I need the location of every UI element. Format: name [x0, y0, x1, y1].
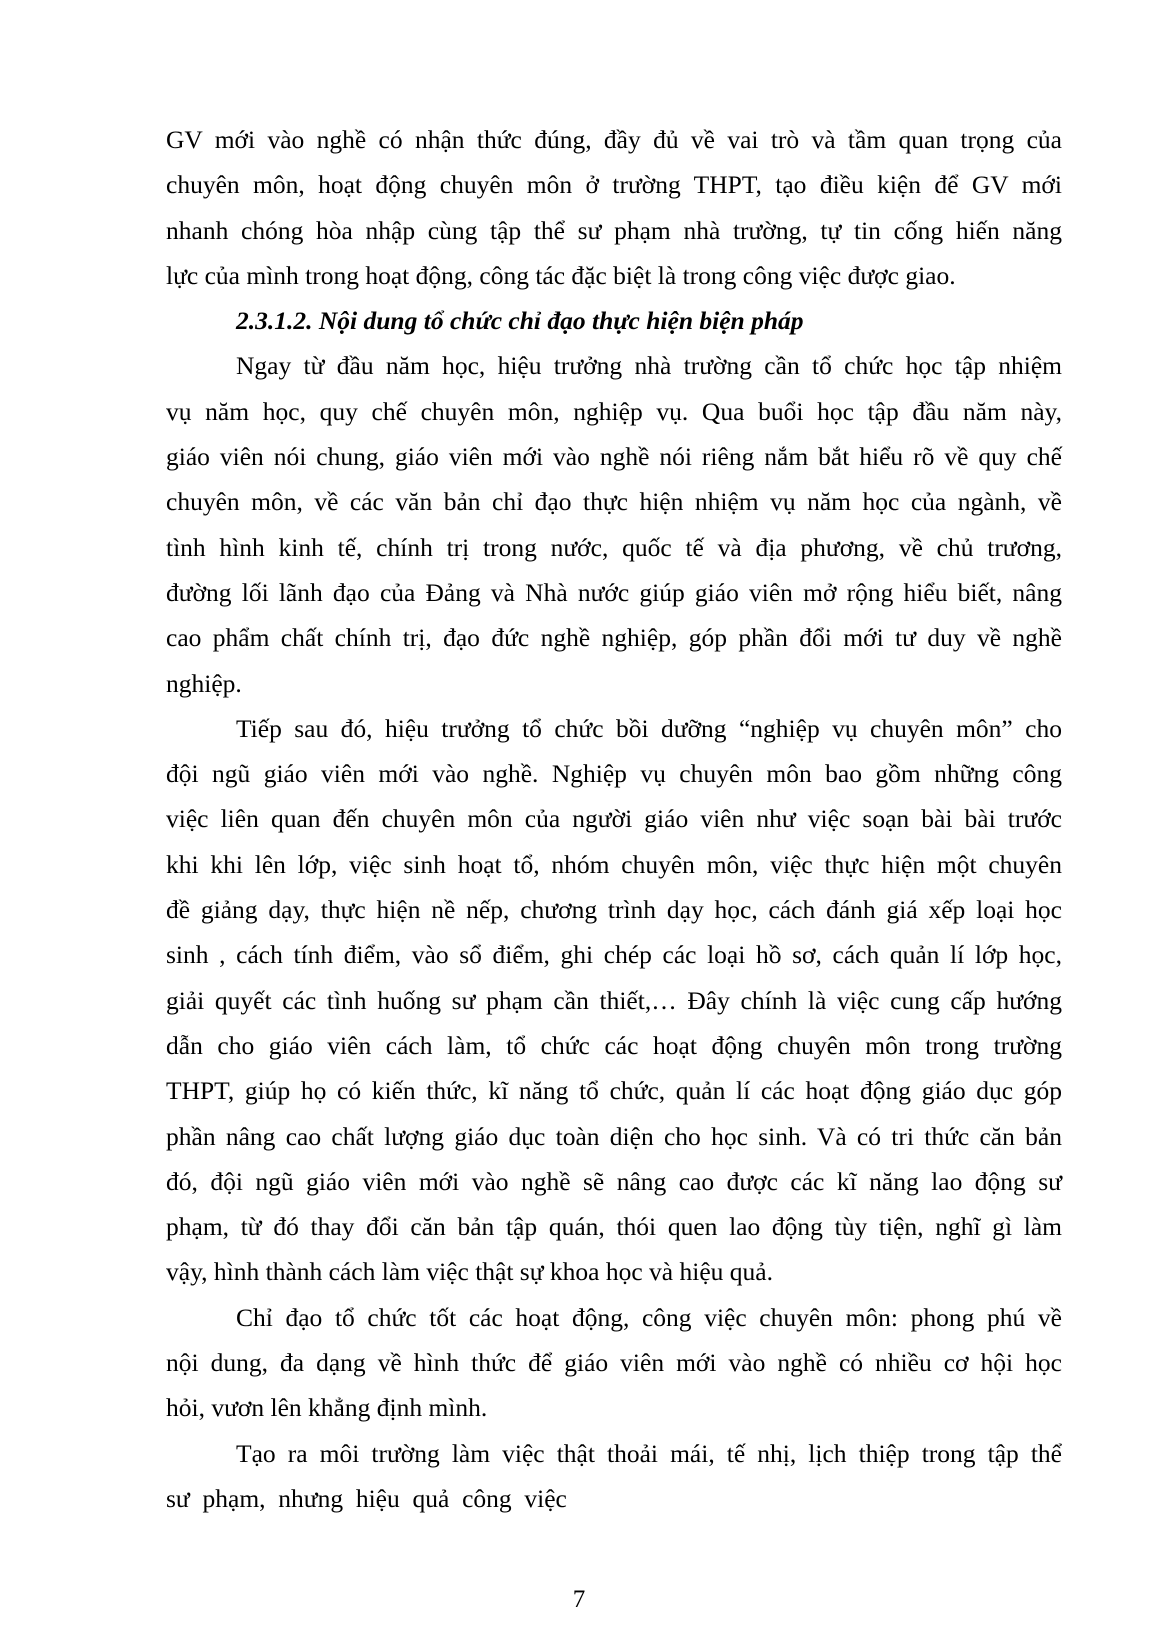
text-line: phần nâng cao chất lượng giáo dục toàn diện cho học sinh. Và có tri thức căn bản [166, 1121, 1062, 1151]
text-line: vậy, hình thành cách làm việc thật sự khoa học và hiệu quả. [166, 1257, 773, 1287]
text-line: đề giảng dạy, thực hiện nề nếp, chương trình dạy học, cách đánh giá xếp loại học [166, 895, 1062, 925]
text-line: khi khi lên lớp, việc sinh hoạt tổ, nhóm chuyên môn, việc thực hiện một chuyên [166, 849, 1062, 879]
text-line: cao phẩm chất chính trị, đạo đức nghề nghiệp, góp phần đổi mới tư duy về nghề [166, 623, 1062, 653]
text-line: nhanh chóng hòa nhập cùng tập thể sư phạm nhà trường, tự tin cống hiến năng [166, 215, 1062, 245]
text-line: lực của mình trong hoạt động, công tác đặc biệt là trong công việc được giao. [166, 260, 956, 290]
text-line: đội ngũ giáo viên mới vào nghề. Nghiệp vụ chuyên môn bao gồm những công [166, 759, 1062, 789]
text-line: nội dung, đa dạng về hình thức để giáo viên mới vào nghề có nhiều cơ hội học [166, 1348, 1062, 1378]
text-line: chuyên môn, về các văn bản chỉ đạo thực hiện nhiệm vụ năm học của ngành, về [166, 487, 1062, 517]
page-number: 7 [572, 1586, 586, 1613]
text-line: chuyên môn, hoạt động chuyên môn ở trường THPT, tạo điều kiện để GV mới [166, 170, 1062, 200]
text-line: vụ năm học, quy chế chuyên môn, nghiệp vụ. Qua buổi học tập đầu năm này, [166, 396, 1062, 426]
paragraph-first-line: Tạo ra môi trường làm việc thật thoải mái, tế nhị, lịch thiệp trong tập thể [236, 1438, 1062, 1468]
text-line: đó, đội ngũ giáo viên mới vào nghề sẽ nâng cao được các kĩ năng lao động sư [166, 1166, 1062, 1196]
text-line: đường lối lãnh đạo của Đảng và Nhà nước giúp giáo viên mở rộng hiểu biết, nâng [166, 577, 1062, 607]
text-line: nghiệp. [166, 668, 242, 698]
paragraph-first-line: Chỉ đạo tổ chức tốt các hoạt động, công việc chuyên môn: phong phú về [236, 1302, 1062, 1332]
text-line: việc liên quan đến chuyên môn của người giáo viên như việc soạn bài bài trước [166, 804, 1062, 834]
text-line: dẫn cho giáo viên cách làm, tổ chức các hoạt động chuyên môn trong trường [166, 1030, 1062, 1060]
text-line: sinh , cách tính điểm, vào sổ điểm, ghi chép các loại hồ sơ, cách quản lí lớp học, [166, 940, 1062, 970]
body-text [166, 117, 1062, 1521]
text-line: phạm, từ đó thay đổi căn bản tập quán, thói quen lao động tùy tiện, nghĩ gì làm [166, 1212, 1062, 1242]
text-line: giải quyết các tình huống sư phạm cần thiết,… Đây chính là việc cung cấp hướng [166, 985, 1062, 1015]
text-line: THPT, giúp họ có kiến thức, kĩ năng tổ chức, quản lí các hoạt động giáo dục góp [166, 1076, 1062, 1106]
paragraph-first-line: Ngay từ đầu năm học, hiệu trưởng nhà trường cần tổ chức học tập nhiệm [236, 351, 1062, 381]
text-line: GV mới vào nghề có nhận thức đúng, đầy đủ về vai trò và tầm quan trọng của [166, 125, 1062, 154]
text-line: sư phạm, nhưng hiệu quả công việc [166, 1483, 567, 1513]
text-line: tình hình kinh tế, chính trị trong nước, quốc tế và địa phương, về chủ trương, [166, 532, 1062, 562]
section-heading: 2.3.1.2. Nội dung tổ chức chỉ đạo thực hiện biện pháp [236, 306, 804, 336]
paragraph-first-line: Tiếp sau đó, hiệu trưởng tổ chức bồi dưỡng “nghiệp vụ chuyên môn” cho [236, 713, 1062, 743]
text-line: hỏi, vươn lên khẳng định mình. [166, 1393, 488, 1423]
text-line: giáo viên nói chung, giáo viên mới vào nghề nói riêng nắm bắt hiểu rõ về quy chế [166, 442, 1062, 472]
